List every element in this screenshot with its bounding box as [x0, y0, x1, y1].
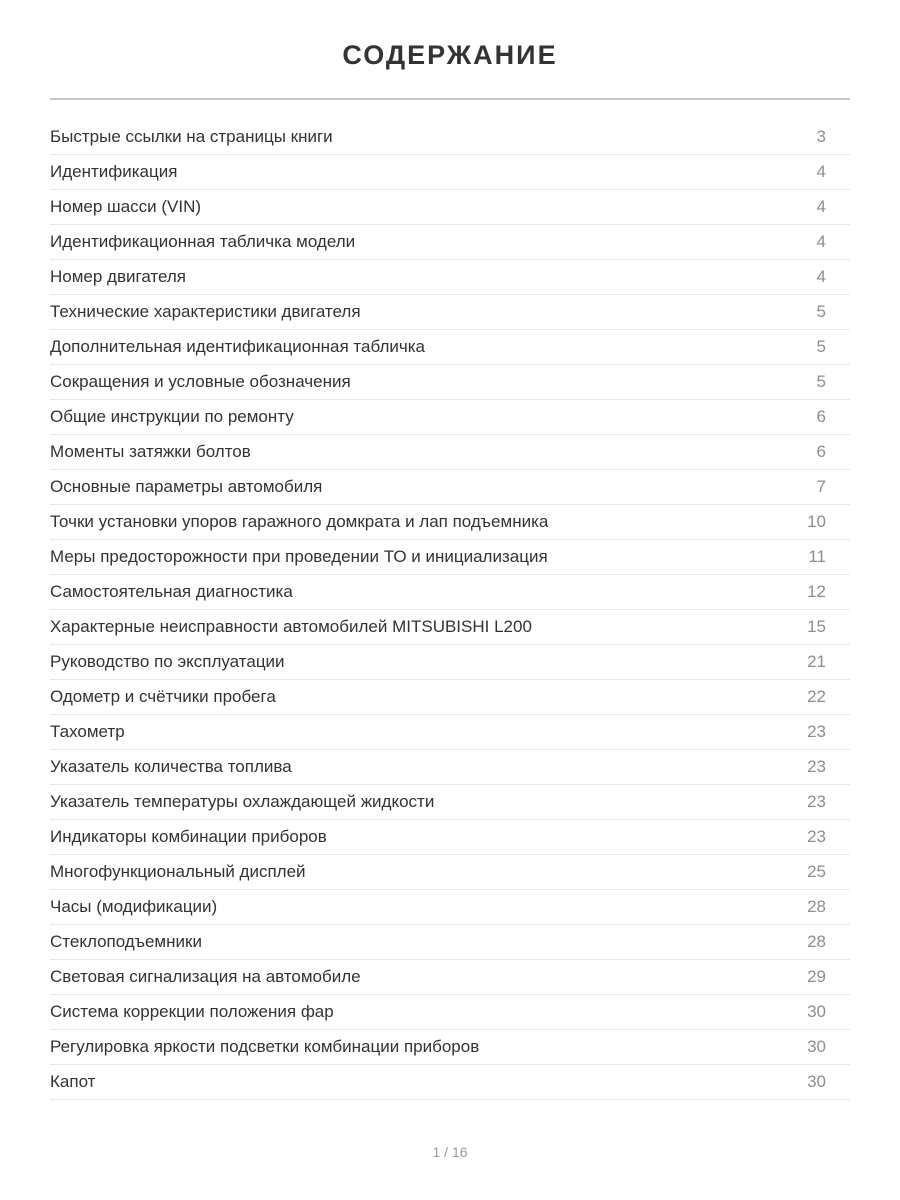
toc-entry-label: Точки установки упоров гаражного домкрата и лап подъемника: [50, 512, 549, 531]
toc-entry[interactable]: [50, 225, 850, 260]
toc-entry-page: 15: [807, 617, 826, 636]
toc-entry-page: 28: [807, 932, 826, 951]
toc-entry[interactable]: [50, 610, 850, 645]
toc-entry-label: Часы (модификации): [50, 897, 218, 916]
toc-entry[interactable]: [50, 890, 850, 925]
toc-entry[interactable]: [50, 190, 850, 225]
toc-entry-label: Система коррекции положения фар: [50, 1002, 334, 1021]
toc-entry[interactable]: [50, 645, 850, 680]
toc-entry[interactable]: [50, 120, 850, 155]
toc-entry-page: 21: [807, 652, 826, 671]
toc-entry-label: Указатель температуры охлаждающей жидкости: [50, 792, 435, 811]
toc-entry-page: 23: [807, 827, 826, 846]
toc-entry-page: 28: [807, 897, 826, 916]
toc-entry-label: Дополнительная идентификационная табличка: [50, 337, 425, 356]
toc-entry-label: Технические характеристики двигателя: [50, 302, 361, 321]
toc-entry[interactable]: [50, 400, 850, 435]
toc-entry-label: Быстрые ссылки на страницы книги: [50, 127, 333, 146]
toc-entry-label: Световая сигнализация на автомобиле: [50, 967, 361, 986]
toc-entry[interactable]: [50, 295, 850, 330]
toc-entry-label: Сокращения и условные обозначения: [50, 372, 351, 391]
toc-entry[interactable]: [50, 1030, 850, 1065]
toc-entry-label: Руководство по эксплуатации: [50, 652, 285, 671]
toc-entry-page: 3: [816, 127, 826, 146]
toc-entry[interactable]: [50, 575, 850, 610]
toc-entry-page: 22: [807, 687, 826, 706]
toc-entry[interactable]: [50, 750, 850, 785]
toc-entry-page: 23: [807, 757, 826, 776]
toc-entry-page: 30: [807, 1002, 826, 1021]
toc-entry-label: Общие инструкции по ремонту: [50, 407, 294, 426]
toc-entry-label: Капот: [50, 1072, 96, 1091]
toc-entry-label: Меры предосторожности при проведении ТО и инициализация: [50, 547, 548, 566]
toc-entry[interactable]: [50, 1065, 850, 1100]
toc-entry-page: 4: [816, 232, 826, 251]
toc-entry[interactable]: [50, 785, 850, 820]
toc-entry-label: Моменты затяжки болтов: [50, 442, 251, 461]
page-indicator: 1 / 16: [432, 1144, 468, 1160]
toc-entry[interactable]: [50, 330, 850, 365]
toc-entry-label: Одометр и счётчики пробега: [50, 687, 276, 706]
toc-entry-label: Регулировка яркости подсветки комбинации приборов: [50, 1037, 480, 1056]
toc-entry-page: 30: [807, 1037, 826, 1056]
toc-entry-label: Стеклоподъемники: [50, 932, 202, 951]
toc-entry[interactable]: [50, 855, 850, 890]
toc-entry[interactable]: [50, 960, 850, 995]
toc-entry-page: 11: [808, 547, 826, 566]
toc-entry-page: 12: [807, 582, 826, 601]
toc-entry-page: 23: [807, 792, 826, 811]
toc-entry-label: Идентификация: [50, 162, 178, 181]
toc-entry[interactable]: [50, 260, 850, 295]
toc-entry-page: 5: [816, 372, 826, 391]
toc-entry-page: 5: [816, 337, 826, 356]
toc-entry[interactable]: [50, 995, 850, 1030]
toc-entry-page: 7: [816, 477, 826, 496]
toc-entry-page: 30: [807, 1072, 826, 1091]
toc-entry-label: Характерные неисправности автомобилей MITSUBISHI L200: [50, 617, 532, 636]
toc-entry-page: 25: [807, 862, 826, 881]
toc-entry[interactable]: [50, 505, 850, 540]
toc-entry-page: 4: [816, 162, 826, 181]
toc-entry-page: 23: [807, 722, 826, 741]
toc-entry-label: Тахометр: [50, 722, 125, 741]
toc-entry[interactable]: [50, 435, 850, 470]
toc-entry-page: 10: [807, 512, 826, 531]
toc-entry-label: Индикаторы комбинации приборов: [50, 827, 327, 846]
toc-entry-page: 4: [816, 267, 826, 286]
toc-entry-label: Номер двигателя: [50, 267, 187, 286]
toc-entry-page: 4: [816, 197, 826, 216]
toc-entry-page: 5: [816, 302, 826, 321]
toc-entry-label: Многофункциональный дисплей: [50, 862, 306, 881]
toc-entry[interactable]: [50, 470, 850, 505]
toc-entry[interactable]: [50, 680, 850, 715]
toc-entry-page: 29: [807, 967, 826, 986]
toc-entry-page: 6: [816, 442, 826, 461]
toc-entry[interactable]: [50, 715, 850, 750]
toc-entry-label: Идентификационная табличка модели: [50, 232, 356, 251]
toc-entry-label: Основные параметры автомобиля: [50, 477, 323, 496]
page-title: СОДЕРЖАНИЕ: [342, 40, 558, 70]
toc-list: [50, 100, 850, 1100]
toc-entry[interactable]: [50, 925, 850, 960]
toc-entry[interactable]: [50, 540, 850, 575]
toc-entry[interactable]: [50, 365, 850, 400]
toc-entry-page: 6: [816, 407, 826, 426]
toc-entry-label: Номер шасси (VIN): [50, 197, 202, 216]
toc-entry-label: Указатель количества топлива: [50, 757, 292, 776]
toc-entry-label: Самостоятельная диагностика: [50, 582, 293, 601]
toc-entry[interactable]: [50, 155, 850, 190]
toc-entry[interactable]: [50, 820, 850, 855]
